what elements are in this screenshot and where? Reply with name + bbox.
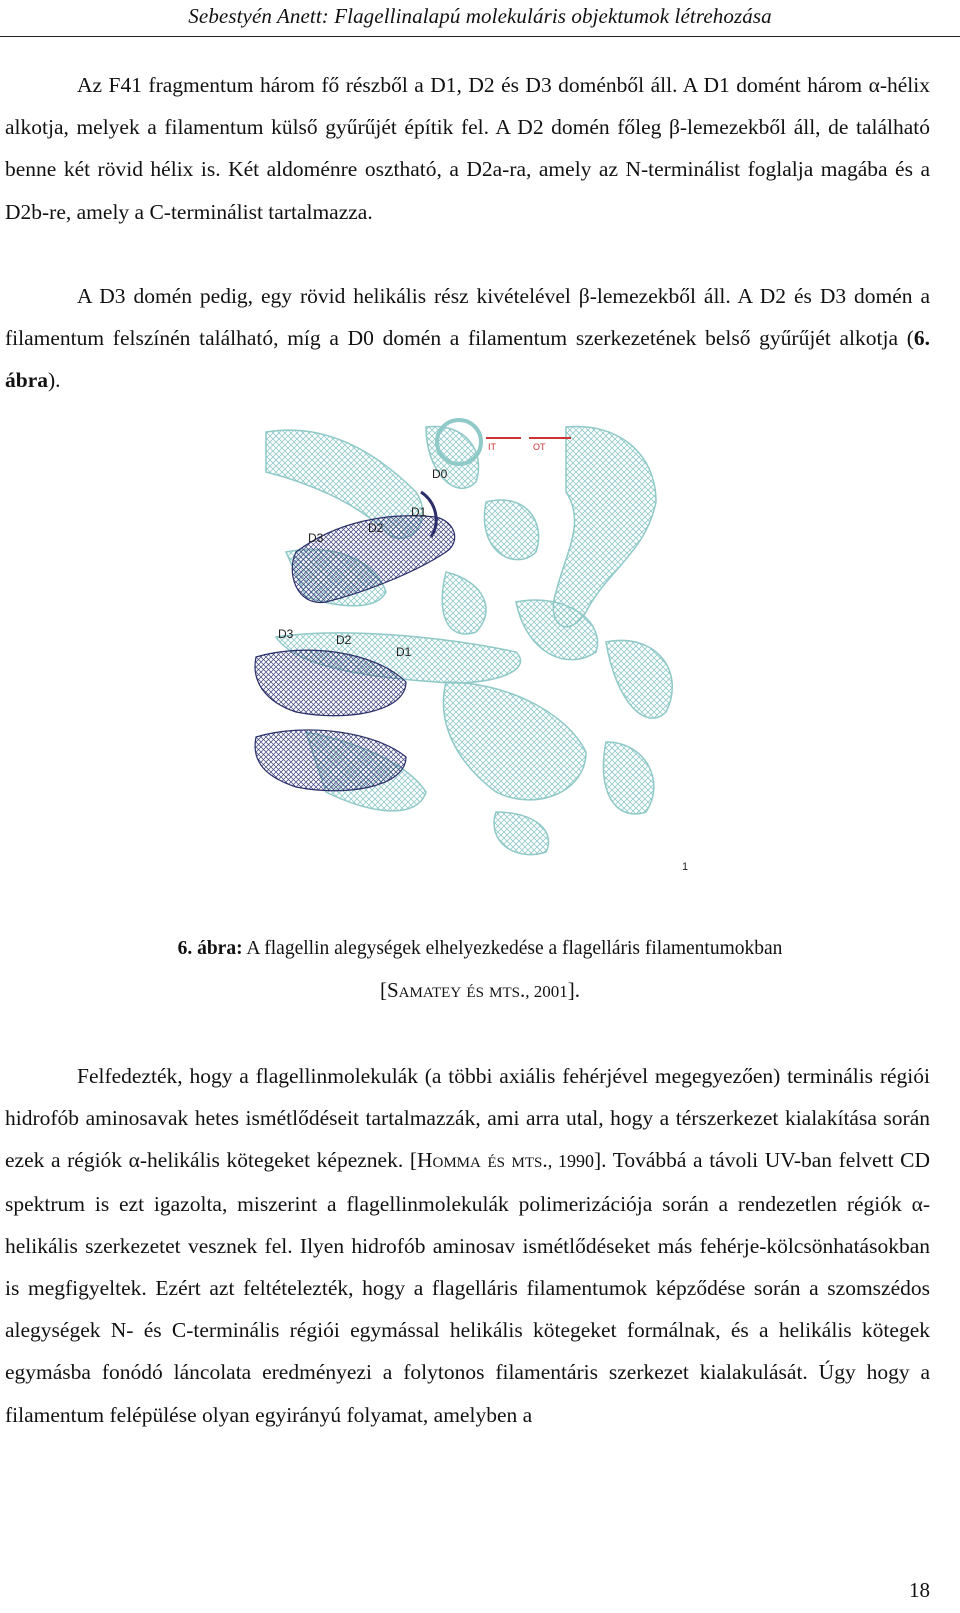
- figure-reference: 6. ábra: [5, 326, 930, 393]
- caption-text: A flagellin alegységek elhelyezkedése a flagelláris filamentumokban: [242, 938, 783, 959]
- label-d1-bottom: D1: [396, 645, 412, 659]
- label-d1-top: D1: [411, 505, 427, 519]
- label-d2-bottom: D2: [336, 633, 352, 647]
- page-header: [0, 0, 960, 37]
- figure-caption: [0, 938, 960, 960]
- header-title: Sebestyén Anett: Flagellinalapú molekuláris objektumok létrehozása: [188, 4, 772, 28]
- paragraph-2-end: ).: [48, 368, 61, 393]
- figure-citation: [0, 978, 960, 1003]
- caption-label: 6. ábra:: [177, 938, 243, 959]
- paragraph-3-cite-year: , 1990: [547, 1151, 594, 1172]
- citation-close: ].: [567, 978, 581, 1002]
- paragraph-1-text: Az F41 fragmentum három fő részből a D1, D2 és D3 doménből áll. A D1 domént három α-hélix alkotja, melyek a filamentum külső gyűrűjét építik fel. A D2 domén főleg β-lemezekből áll, de található benne két rövid hélix is. Két aldoménre osztható, a D2a-ra, amely az N-terminálist foglalja magába és a D2b-re, amely a C-terminálist tartalmazza.: [5, 73, 930, 224]
- paragraph-3-cite-authors: Homma és mts.: [416, 1148, 548, 1173]
- paragraph-3-part2: ]. Továbbá a távoli UV-ban felvett CD spektrum is ezt igazolta, miszerint a flagellinmolekulák polimerizációja során a rendezetlen régiók α-helikális szerkezetet vesznek fel. Ilyen hidrofób aminosav ismétlődéseket más fehérje-kölcsönhatásokban is megfigyeltek. Ezért azt feltételezték, hogy a flagelláris filamentumok képződése során a szomszédos alegységek N- és C-terminális régiói egymással helikális kötegeket formálnak, és a helikális kötegek egymásba fonódó láncolata eredményezi a folytonos filamentáris szerkezet kialakulását. Úgy hogy a filamentum felépülése olyan egyirányú folyamat, amelyben a: [5, 1148, 931, 1427]
- label-corner: 1: [682, 861, 689, 873]
- label-ot: OT: [533, 442, 546, 452]
- label-it: IT: [488, 442, 496, 452]
- paragraph-3: [5, 1055, 930, 1436]
- paragraph-1: [5, 64, 930, 233]
- label-d3-bottom: D3: [278, 627, 294, 641]
- page-number: 18: [909, 1578, 930, 1602]
- citation-year: , 2001: [525, 982, 568, 1001]
- figure-image: [186, 412, 706, 882]
- paragraph-2: [5, 275, 930, 402]
- label-d0: D0: [432, 467, 448, 481]
- citation-open: [: [379, 978, 387, 1002]
- paragraph-2-text: A D3 domén pedig, egy rövid helikális rész kivételével β-lemezekből áll. A D2 és D3 domén a filamentum felszínén található, míg a D0 domén a filamentum szerkezetének belső gyűrűjét alkotja (: [5, 284, 930, 351]
- citation-authors: Samatey és mts.: [386, 978, 526, 1002]
- label-d2-top: D2: [368, 521, 384, 535]
- paragraph-3-part1: Felfedezték, hogy a flagellinmolekulák (a többi axiális fehérjével megegyezően) terminális régiói hidrofób aminosavak hetes ismétlődéseit tartalmazzák, ami arra utal, hogy a térszerkezet kialakítása során ezek a régiók α-helikális kötegeket képeznek. [: [5, 1064, 930, 1173]
- label-d3-top: D3: [308, 531, 324, 545]
- figure-flagellin-structure: [186, 412, 706, 882]
